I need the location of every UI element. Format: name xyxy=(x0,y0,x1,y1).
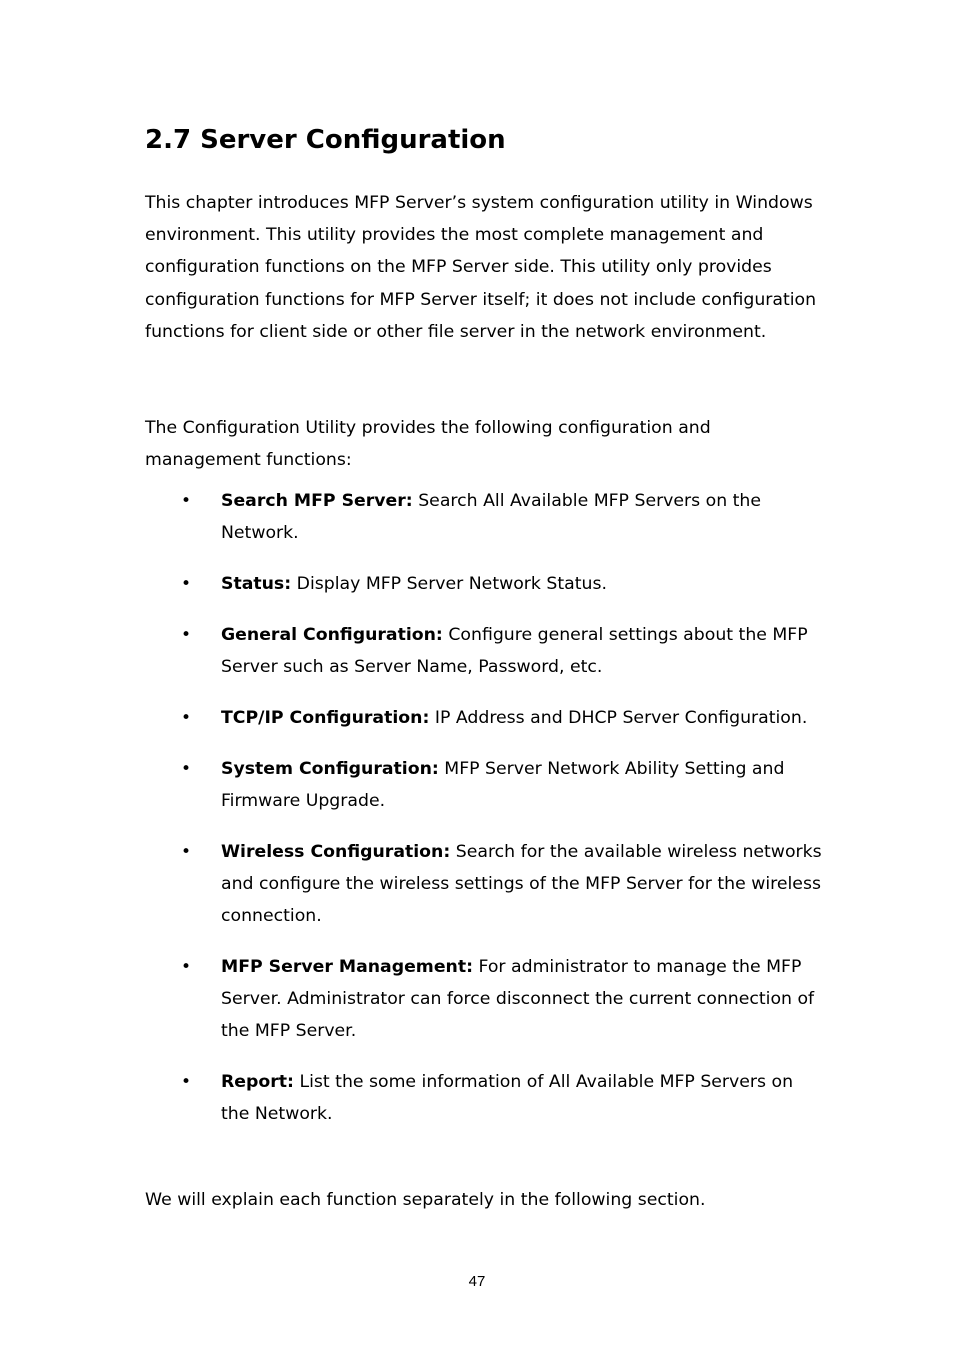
page-number: 47 xyxy=(468,1273,486,1290)
function-list xyxy=(145,485,825,1149)
list-item xyxy=(145,753,825,817)
item-term: System Configuration: xyxy=(221,759,439,779)
bullet-icon: • xyxy=(181,491,192,511)
item-description: Search All Available MFP Servers on the Network. xyxy=(221,491,762,543)
list-item xyxy=(145,568,825,600)
intro-paragraph: This chapter introduces MFP Server’s system configuration utility in Windows environment. This utility provides the most complete management and configuration functions on the MFP Server side. This utility only provides configuration functions for MFP Server itself; it does not include configuration functions for client side or other file server in the network environment. xyxy=(145,193,817,342)
item-term: General Configuration: xyxy=(221,625,443,645)
bullet-icon: • xyxy=(181,759,192,779)
item-description: Search for the available wireless networks and configure the wireless settings of the MFP Server for the wireless connection. xyxy=(221,842,822,926)
list-item xyxy=(145,485,825,549)
list-item xyxy=(145,951,825,1047)
section-title: 2.7 Server Configuration xyxy=(145,125,506,155)
item-term: Wireless Configuration: xyxy=(221,842,451,862)
bullet-icon: • xyxy=(181,842,192,862)
item-term: Report: xyxy=(221,1072,294,1092)
bullet-icon: • xyxy=(181,957,192,977)
item-term: Status: xyxy=(221,574,292,594)
item-description: List the some information of All Available MFP Servers on the Network. xyxy=(221,1072,794,1124)
closing-paragraph: We will explain each function separately in the following section. xyxy=(145,1190,706,1210)
item-description: IP Address and DHCP Server Configuration. xyxy=(429,708,808,728)
item-term: TCP/IP Configuration: xyxy=(221,708,430,728)
list-item xyxy=(145,619,825,683)
item-term: Search MFP Server: xyxy=(221,491,413,511)
list-item xyxy=(145,836,825,932)
bullet-icon: • xyxy=(181,625,192,645)
bullet-icon: • xyxy=(181,574,192,594)
list-item xyxy=(145,1066,825,1130)
bullet-icon: • xyxy=(181,1072,192,1092)
item-term: MFP Server Management: xyxy=(221,957,474,977)
item-description: For administrator to manage the MFP Server. Administrator can force disconnect the current connection of the MFP Server. xyxy=(221,957,815,1041)
item-description: MFP Server Network Ability Setting and Firmware Upgrade. xyxy=(221,759,785,811)
bullet-icon: • xyxy=(181,708,192,728)
item-description: Configure general settings about the MFP Server such as Server Name, Password, etc. xyxy=(221,625,808,677)
item-description: Display MFP Server Network Status. xyxy=(291,574,607,594)
lead-paragraph: The Configuration Utility provides the following configuration and management functions: xyxy=(145,418,711,471)
list-item xyxy=(145,702,825,734)
